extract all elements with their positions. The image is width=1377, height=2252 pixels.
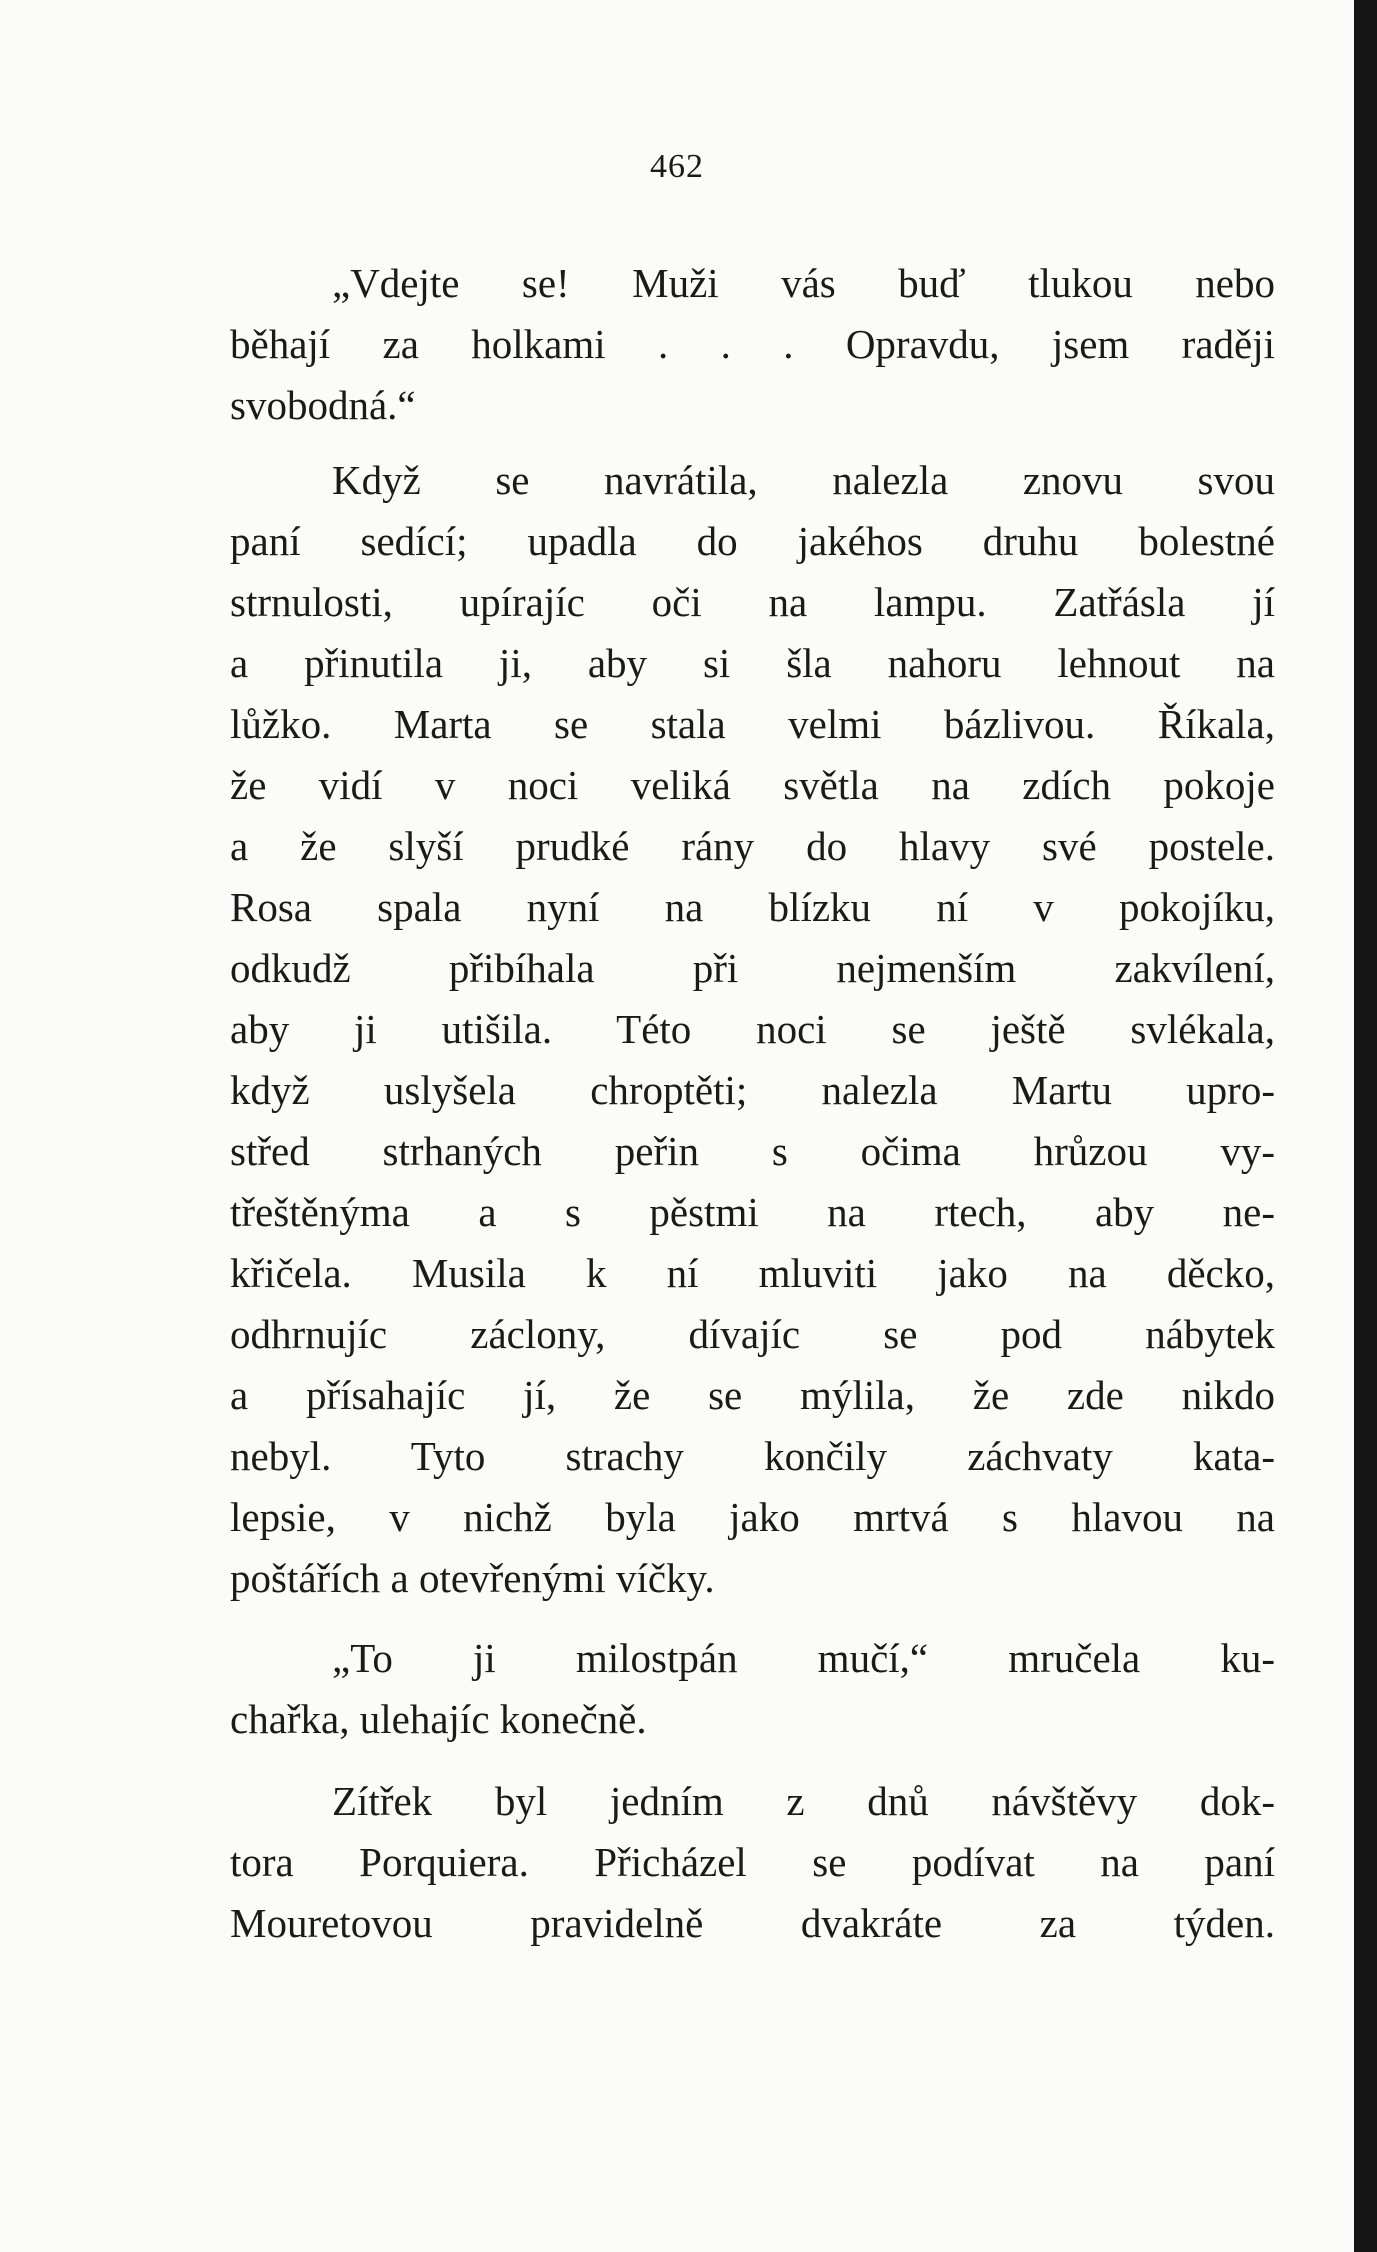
text-line: poštářích a otevřenými víčky. <box>230 1555 715 1601</box>
text-line: odkudž přibíhala při nejmenším zakvílení, <box>230 945 1275 991</box>
text-line: svobodná.“ <box>230 382 416 428</box>
text-line: odhrnujíc záclony, dívajíc se pod nábytek <box>230 1311 1275 1357</box>
text-line: Mouretovou pravidelně dvakráte za týden. <box>230 1900 1275 1946</box>
text-line: strnulosti, upírajíc oči na lampu. Zatřásla jí <box>230 579 1275 625</box>
text-line: když uslyšela chroptěti; nalezla Martu upro- <box>230 1067 1275 1113</box>
text-line: běhají za holkami . . . Opravdu, jsem raději <box>230 321 1275 367</box>
text-line: křičela. Musila k ní mluviti jako na děcko, <box>230 1250 1275 1296</box>
text-line: střed strhaných peřin s očima hrůzou vy- <box>230 1128 1275 1174</box>
text-line: „Vdejte se! Muži vás buď tlukou nebo <box>332 260 1275 306</box>
text-line: aby ji utišila. Této noci se ještě svlékala, <box>230 1006 1275 1052</box>
text-line: a přinutila ji, aby si šla nahoru lehnout na <box>230 640 1275 686</box>
text-line: a přísahajíc jí, že se mýlila, že zde nikdo <box>230 1372 1275 1418</box>
text-line: paní sedící; upadla do jakéhos druhu bolestné <box>230 518 1275 564</box>
text-line: Rosa spala nyní na blízku ní v pokojíku, <box>230 884 1275 930</box>
scan-border <box>1354 0 1377 2252</box>
text-line: Zítřek byl jedním z dnů návštěvy dok- <box>332 1778 1275 1824</box>
text-line: třeštěnýma a s pěstmi na rtech, aby ne- <box>230 1189 1275 1235</box>
text-line: chařka, ulehajíc konečně. <box>230 1696 647 1742</box>
text-line: tora Porquiera. Přicházel se podívat na paní <box>230 1839 1275 1885</box>
text-line: lůžko. Marta se stala velmi bázlivou. Říkala, <box>230 701 1275 747</box>
text-line: lepsie, v nichž byla jako mrtvá s hlavou na <box>230 1494 1275 1540</box>
page-number: 462 <box>650 148 704 185</box>
text-line: „To ji milostpán mučí,“ mručela ku- <box>332 1635 1275 1681</box>
text-line: nebyl. Tyto strachy končily záchvaty kata- <box>230 1433 1275 1479</box>
text-line: že vidí v noci veliká světla na zdích pokoje <box>230 762 1275 808</box>
text-line: a že slyší prudké rány do hlavy své postele. <box>230 823 1275 869</box>
text-line: Když se navrátila, nalezla znovu svou <box>332 457 1275 503</box>
